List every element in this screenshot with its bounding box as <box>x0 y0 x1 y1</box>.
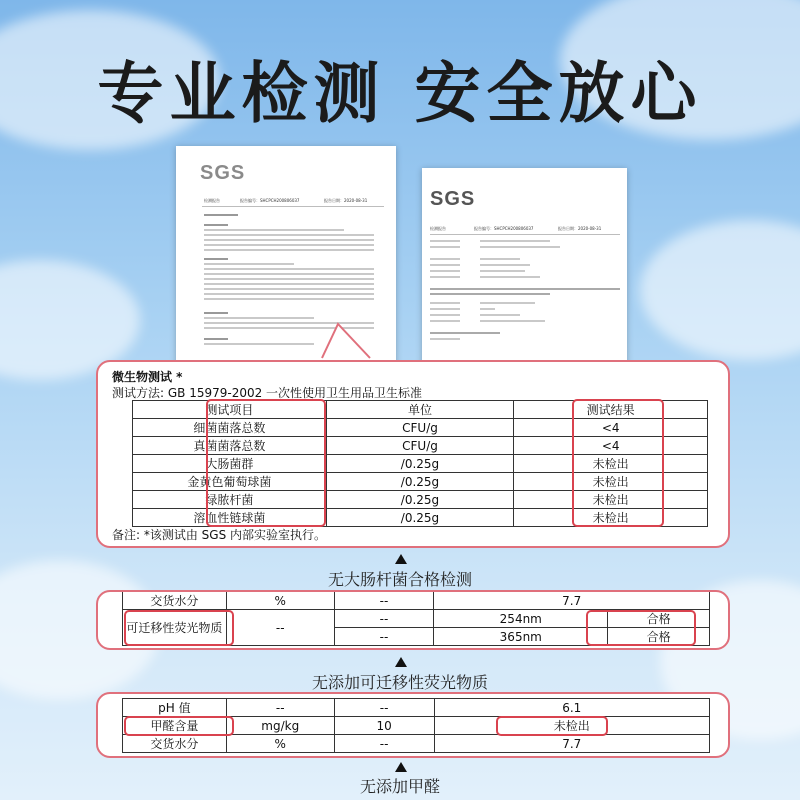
text-line <box>430 246 460 248</box>
divider <box>202 206 384 207</box>
text-line <box>204 288 374 290</box>
text-line <box>204 229 344 231</box>
unit: /0.25g <box>326 473 514 491</box>
text-line <box>430 293 550 295</box>
unit: mg/kg <box>226 717 334 735</box>
report-date: 报告日期：2020-08-31 <box>324 198 368 203</box>
text-line <box>430 302 460 304</box>
text-line <box>204 258 228 260</box>
microbial-title: 微生物测试 * <box>112 370 183 384</box>
text-line <box>204 317 314 319</box>
unit: -- <box>226 610 334 646</box>
result: 合格 <box>608 628 710 646</box>
limit: -- <box>334 628 434 646</box>
text-line <box>480 240 550 242</box>
text-line <box>480 258 520 260</box>
text-line <box>204 239 374 241</box>
text-line <box>430 308 460 310</box>
text-line <box>480 314 520 316</box>
text-line <box>480 246 560 248</box>
limit: -- <box>334 699 434 717</box>
text-line <box>480 270 525 272</box>
unit: /0.25g <box>326 491 514 509</box>
highlight-test-items <box>206 399 326 527</box>
microbial-note: 备注: *该测试由 SGS 内部实验室执行。 <box>112 528 327 542</box>
highlight-results <box>572 399 664 527</box>
table-row <box>123 592 710 610</box>
text-line <box>480 276 540 278</box>
limit: -- <box>334 610 434 628</box>
text-line <box>204 234 374 236</box>
limit: 10 <box>334 717 434 735</box>
unit: CFU/g <box>326 419 514 437</box>
result: <4 <box>514 437 708 455</box>
test-item: 交货水分 <box>123 592 227 610</box>
unit: /0.25g <box>326 509 514 527</box>
text-line <box>204 278 374 280</box>
microbial-method: 测试方法: GB 15979-2002 一次性使用卫生用品卫生标准 <box>112 386 423 400</box>
test-item: 甲醛含量 <box>123 717 227 735</box>
text-line <box>430 240 460 242</box>
text-line <box>430 320 460 322</box>
text-line <box>204 343 314 345</box>
limit: -- <box>334 592 434 610</box>
result: 6.1 <box>434 699 710 717</box>
report-number: 报告编号：SHCPCH200806037 <box>240 198 300 203</box>
header-test-item: 测试项目 <box>133 401 327 419</box>
text-line <box>430 270 460 272</box>
test-item: 细菌菌落总数 <box>133 419 327 437</box>
table-row <box>123 735 710 753</box>
report-document-back <box>422 168 627 388</box>
text-line <box>204 293 374 295</box>
highlight-result <box>496 716 608 736</box>
divider <box>430 234 620 235</box>
result: 未检出 <box>434 717 710 735</box>
text-line <box>430 258 460 260</box>
text-line <box>430 288 620 290</box>
result: 未检出 <box>514 473 708 491</box>
test-item: 大肠菌群 <box>133 455 327 473</box>
test-item: 溶血性链球菌 <box>133 509 327 527</box>
text-line <box>430 276 460 278</box>
limit: -- <box>334 735 434 753</box>
report-number: 报告编号：SHCPCH200806037 <box>474 226 534 231</box>
result: <4 <box>514 419 708 437</box>
test-item: 真菌菌落总数 <box>133 437 327 455</box>
result: 未检出 <box>514 491 708 509</box>
sgs-logo: SGS <box>430 188 476 210</box>
sgs-logo: SGS <box>200 162 246 184</box>
highlight-results <box>586 610 696 646</box>
text-line <box>204 338 228 340</box>
caption-no-ecoli: 无大肠杆菌合格检测 <box>327 570 472 589</box>
test-item: 可迁移性荧光物质 <box>123 610 227 646</box>
result: 7.7 <box>434 592 710 610</box>
text-line <box>204 263 294 265</box>
arrow-up-icon <box>395 657 407 667</box>
wavelength: 365nm <box>434 628 608 646</box>
caption-no-fluorescent: 无添加可迁移性荧光物质 <box>311 673 488 692</box>
unit: CFU/g <box>326 437 514 455</box>
text-line <box>204 224 228 226</box>
text-line <box>480 308 495 310</box>
text-line <box>480 320 545 322</box>
text-line <box>430 314 460 316</box>
test-item: 绿脓杆菌 <box>133 491 327 509</box>
table-row <box>123 699 710 717</box>
test-item: 金黄色葡萄球菌 <box>133 473 327 491</box>
header-unit: 单位 <box>326 401 514 419</box>
text-line <box>430 332 500 334</box>
caption-no-formaldehyde: 无添加甲醛 <box>359 777 440 796</box>
text-line <box>430 264 460 266</box>
wavelength: 254nm <box>434 610 608 628</box>
microbial-test-panel <box>96 360 730 548</box>
test-item: pH 值 <box>123 699 227 717</box>
unit: /0.25g <box>326 455 514 473</box>
result: 合格 <box>608 610 710 628</box>
text-line <box>204 273 374 275</box>
text-line <box>480 302 535 304</box>
headline: 专业检测 安全放心 <box>97 55 703 132</box>
arrow-up-icon <box>395 762 407 772</box>
text-line <box>204 298 374 300</box>
text-line <box>204 283 374 285</box>
unit: % <box>226 592 334 610</box>
text-line <box>204 244 374 246</box>
report-header-label: 检测报告 <box>204 198 220 203</box>
result: 7.7 <box>434 735 710 753</box>
result: 未检出 <box>514 509 708 527</box>
report-header-label: 检测报告 <box>430 226 446 231</box>
text-line <box>204 268 374 270</box>
cloud <box>640 220 800 360</box>
unit: % <box>226 735 334 753</box>
text-line <box>480 264 530 266</box>
text-line <box>204 312 228 314</box>
highlight-test-item <box>124 716 234 736</box>
highlight-test-item <box>124 610 234 646</box>
arrow-up-icon <box>395 554 407 564</box>
unit: -- <box>226 699 334 717</box>
fluorescent-test-panel <box>96 590 730 650</box>
text-line <box>430 338 460 340</box>
text-line <box>204 214 238 216</box>
header-result: 测试结果 <box>514 401 708 419</box>
report-date: 报告日期：2020-08-31 <box>558 226 602 231</box>
test-item: 交货水分 <box>123 735 227 753</box>
text-line <box>204 249 374 251</box>
formaldehyde-test-panel <box>96 692 730 758</box>
result: 未检出 <box>514 455 708 473</box>
